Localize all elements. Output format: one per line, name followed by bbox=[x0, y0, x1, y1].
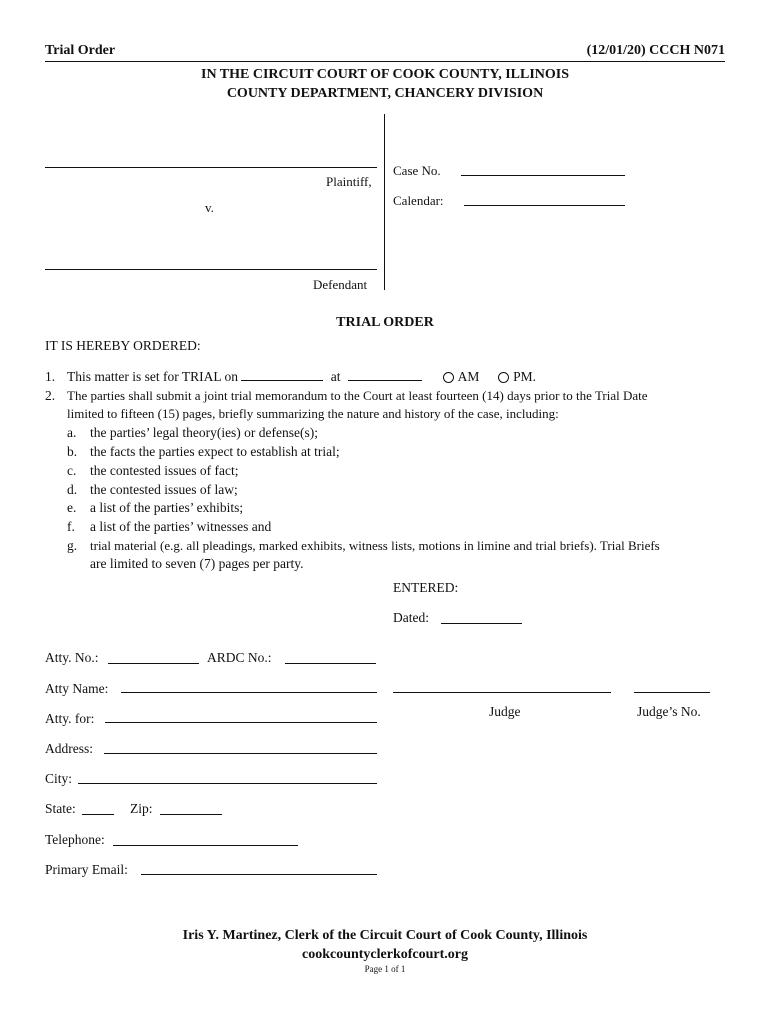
plaintiff-line[interactable] bbox=[45, 167, 377, 168]
versus-label: v. bbox=[205, 200, 214, 215]
item-2-number: 2. bbox=[45, 388, 56, 403]
subitem-letter: a. bbox=[67, 425, 77, 440]
subitem-letter: d. bbox=[67, 482, 78, 497]
page-number: Page 1 of 1 bbox=[364, 964, 406, 974]
judge-no-line[interactable] bbox=[634, 692, 710, 693]
trial-date-field[interactable] bbox=[241, 380, 323, 381]
email-label: Primary Email: bbox=[45, 862, 128, 877]
defendant-label: Defendant bbox=[313, 277, 368, 292]
plaintiff-label: Plaintiff, bbox=[326, 174, 372, 189]
item-1-text: This matter is set for TRIAL on bbox=[67, 369, 238, 384]
atty-name-label: Atty Name: bbox=[45, 681, 109, 696]
item-1 bbox=[67, 369, 536, 385]
city-label: City: bbox=[45, 771, 73, 786]
email-field[interactable] bbox=[141, 874, 377, 875]
item-2-line-2: limited to fifteen (15) pages, briefly summarizing the nature and history of the case, including: bbox=[67, 406, 559, 421]
subitem-letter: g. bbox=[67, 538, 78, 553]
order-title: TRIAL ORDER bbox=[336, 315, 434, 330]
header-rule bbox=[45, 61, 725, 62]
subitem-letter: c. bbox=[67, 463, 77, 478]
atty-no-field[interactable] bbox=[108, 663, 199, 664]
pm-radio[interactable] bbox=[498, 372, 509, 383]
trial-time-field[interactable] bbox=[348, 380, 422, 381]
subitem-text: a list of the parties’ exhibits; bbox=[90, 500, 244, 515]
zip-label: Zip: bbox=[130, 801, 153, 816]
atty-for-field[interactable] bbox=[105, 722, 377, 723]
item-1-number: 1. bbox=[45, 369, 56, 384]
atty-for-label: Atty. for: bbox=[45, 711, 95, 726]
subitem-text: a list of the parties’ witnesses and bbox=[90, 519, 272, 534]
dated-label: Dated: bbox=[393, 610, 429, 625]
subitem-text: the parties’ legal theory(ies) or defense(s); bbox=[90, 425, 319, 440]
entered-label: ENTERED: bbox=[393, 580, 459, 595]
subitem-letter: e. bbox=[67, 500, 77, 515]
am-radio[interactable] bbox=[443, 372, 454, 383]
defendant-line[interactable] bbox=[45, 269, 377, 270]
subitem-g-continuation: are limited to seven (7) pages per party. bbox=[90, 556, 304, 571]
dated-field[interactable] bbox=[441, 623, 522, 624]
clerk-line: Iris Y. Martinez, Clerk of the Circuit Court of Cook County, Illinois bbox=[182, 928, 588, 943]
ardc-no-field[interactable] bbox=[285, 663, 376, 664]
telephone-label: Telephone: bbox=[45, 832, 105, 847]
subitem-letter: b. bbox=[67, 444, 78, 459]
atty-name-field[interactable] bbox=[121, 692, 377, 693]
calendar-field[interactable] bbox=[464, 205, 625, 206]
subitem-text: the contested issues of fact; bbox=[90, 463, 239, 478]
judge-signature-line[interactable] bbox=[393, 692, 611, 693]
address-field[interactable] bbox=[104, 753, 377, 754]
subitem-text: the contested issues of law; bbox=[90, 482, 238, 497]
item-2-line-1: The parties shall submit a joint trial memorandum to the Court at least fourteen (14) days prior to the Trial Date bbox=[67, 388, 648, 403]
am-label: AM bbox=[457, 369, 480, 384]
address-label: Address: bbox=[45, 741, 93, 756]
subitem-text: trial material (e.g. all pleadings, marked exhibits, witness lists, motions in limine and trial briefs). Trial Briefs bbox=[90, 538, 660, 553]
order-intro: IT IS HEREBY ORDERED: bbox=[45, 338, 201, 353]
city-field[interactable] bbox=[78, 783, 377, 784]
item-1-at: at bbox=[330, 369, 341, 384]
subitem-letter: f. bbox=[67, 519, 75, 534]
court-line-2: COUNTY DEPARTMENT, CHANCERY DIVISION bbox=[226, 86, 544, 101]
case-no-label: Case No. bbox=[393, 163, 441, 178]
form-name: Trial Order bbox=[45, 43, 116, 58]
state-field[interactable] bbox=[82, 814, 114, 815]
form-code: (12/01/20) CCCH N071 bbox=[586, 43, 725, 58]
state-label: State: bbox=[45, 801, 76, 816]
subitem-text: the facts the parties expect to establish at trial; bbox=[90, 444, 340, 459]
case-no-field[interactable] bbox=[461, 175, 625, 176]
calendar-label: Calendar: bbox=[393, 193, 444, 208]
court-line-1: IN THE CIRCUIT COURT OF COOK COUNTY, ILLINOIS bbox=[201, 67, 569, 82]
telephone-field[interactable] bbox=[113, 845, 298, 846]
judge-no-label: Judge’s No. bbox=[637, 704, 701, 719]
zip-field[interactable] bbox=[160, 814, 222, 815]
judge-label: Judge bbox=[489, 704, 521, 719]
pm-label: PM. bbox=[513, 369, 537, 384]
caption-divider bbox=[384, 114, 385, 290]
atty-no-label: Atty. No.: bbox=[45, 650, 99, 665]
clerk-website[interactable]: cookcountyclerkofcourt.org bbox=[301, 947, 469, 962]
ardc-no-label: ARDC No.: bbox=[207, 650, 272, 665]
